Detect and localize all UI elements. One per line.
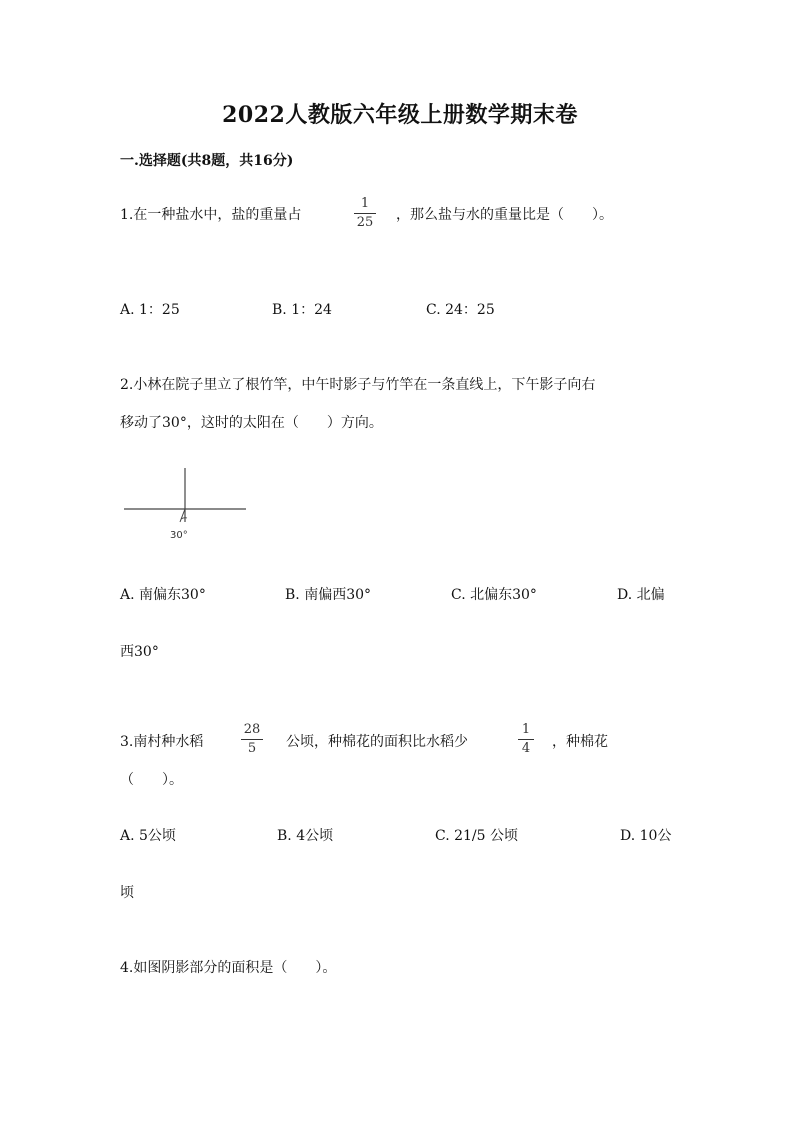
section-heading: 一.选择题(共8题，共16分) — [120, 153, 294, 169]
q1-option-a[interactable]: A. 1：25 — [120, 302, 180, 318]
q3-option-d[interactable]: D. 10公 — [620, 828, 672, 844]
shadow-line — [180, 509, 185, 522]
q1-fraction-numerator: 1 — [360, 196, 370, 211]
q2-option-b[interactable]: B. 南偏西30° — [285, 587, 372, 603]
q3-fraction-2-denominator: 4 — [521, 741, 531, 756]
q1-text-before: 1.在一种盐水中，盐的重量占 — [120, 207, 302, 223]
q1-text-after: ，那么盐与水的重量比是（ ）。 — [396, 207, 613, 223]
q3-option-b[interactable]: B. 4公顷 — [277, 828, 334, 844]
q3-fraction-1 — [241, 722, 263, 757]
fraction-bar — [518, 739, 534, 740]
q3-text-after: ，种棉花 — [552, 734, 608, 750]
fraction-bar — [354, 213, 376, 214]
q2-option-c[interactable]: C. 北偏东30° — [451, 587, 537, 603]
q2-text-line1: 2.小林在院子里立了根竹竿，中午时影子与竹竿在一条直线上，下午影子向右 — [120, 377, 596, 393]
q3-text-before: 3.南村种水稻 — [120, 734, 204, 750]
q3-option-d-wrap: 顷 — [120, 885, 134, 901]
angle-label: 30° — [170, 530, 188, 541]
shadow-angle-diagram — [118, 462, 252, 544]
q3-option-c[interactable]: C. 21/5 公顷 — [435, 828, 519, 844]
q3-fraction-1-denominator: 5 — [247, 741, 257, 756]
q3-fraction-2-numerator: 1 — [521, 722, 531, 737]
q2-option-d[interactable]: D. 北偏 — [617, 587, 665, 603]
q2-option-d-wrap: 西30° — [120, 644, 159, 660]
q2-text-line2: 移动了30°，这时的太阳在（ ）方向。 — [120, 415, 383, 431]
q2-option-a[interactable]: A. 南偏东30° — [120, 587, 206, 603]
q1-option-c[interactable]: C. 24：25 — [426, 302, 495, 318]
q3-option-a[interactable]: A. 5公顷 — [120, 828, 176, 844]
q3-fraction-2 — [518, 722, 534, 757]
q4-text: 4.如图阴影部分的面积是（ ）。 — [120, 960, 337, 976]
q3-text-middle: 公顷，种棉花的面积比水稻少 — [286, 734, 468, 750]
q1-fraction — [354, 196, 376, 231]
page-title: 2022人教版六年级上册数学期末卷 — [222, 102, 578, 128]
q3-fraction-1-numerator: 28 — [243, 722, 261, 737]
q1-option-b[interactable]: B. 1：24 — [272, 302, 332, 318]
q1-fraction-denominator: 25 — [356, 215, 374, 230]
q3-text-line2: （ ）。 — [120, 772, 183, 788]
fraction-bar — [241, 739, 263, 740]
